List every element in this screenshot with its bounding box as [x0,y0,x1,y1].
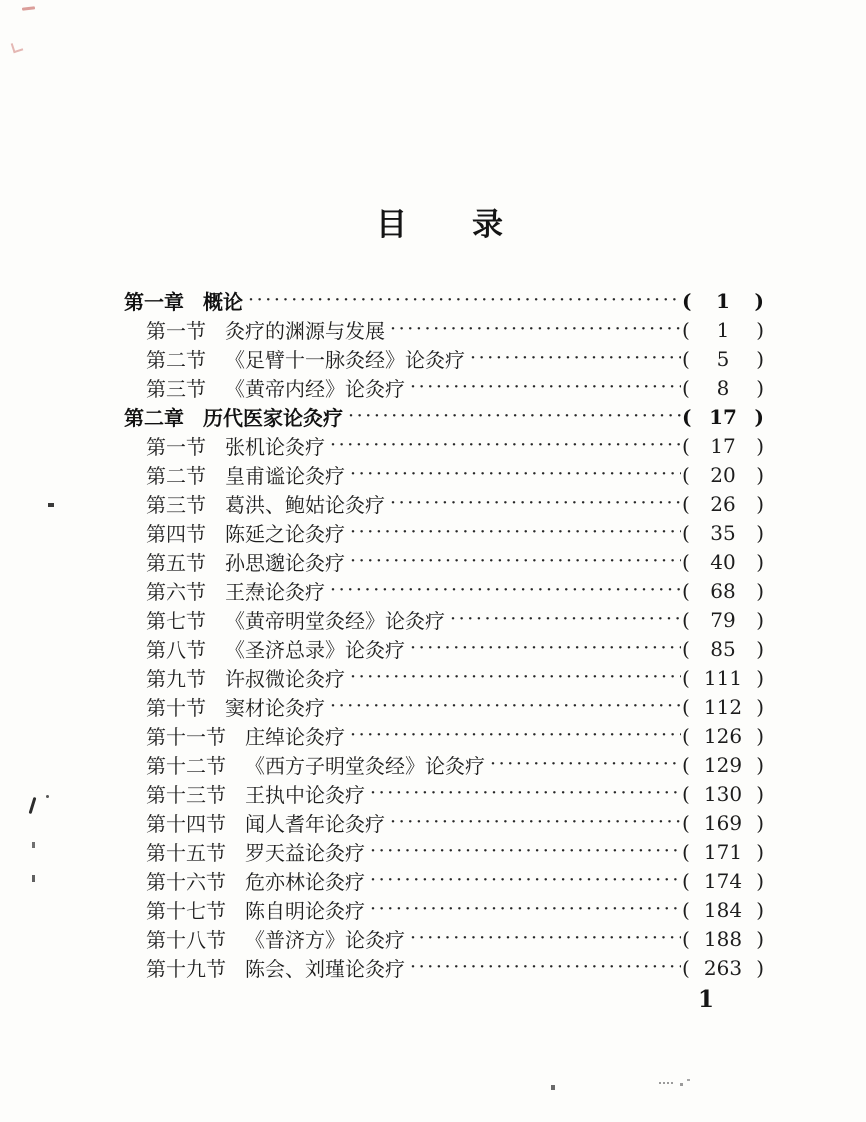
red-pen-mark [22,6,35,10]
toc-entry-page [682,521,764,545]
toc-entry [124,460,764,489]
toc-entry-title: 罗天益论灸疗 [245,841,365,865]
close-paren: ) [756,694,764,719]
close-paren: ) [756,926,764,951]
close-paren: ) [756,636,764,661]
dot-leader [350,721,681,750]
toc-entry-label: 第五节 [146,551,206,575]
toc-entry [124,286,764,315]
dot-leader [248,286,681,315]
close-paren: ) [756,520,764,545]
dot-leader [330,692,681,721]
dot-leader [410,924,681,953]
toc-entry-label: 第一章 [124,290,184,314]
toc-entry [124,605,764,634]
toc-entry-label: 第十六节 [146,870,226,894]
toc-entry-title: 许叔微论灸疗 [225,667,345,691]
dot-leader [370,837,681,866]
toc-entry-page [682,782,764,806]
toc-entry-page-number: 263 [703,955,743,980]
toc-entry [124,431,764,460]
toc-entry-title: 陈延之论灸疗 [225,522,345,546]
close-paren: ) [754,404,764,429]
toc-entry-page-number: 85 [710,636,736,661]
toc-entry-page [682,927,764,951]
toc-entry-page [682,376,764,400]
close-paren: ) [756,462,764,487]
ink-speck [48,503,54,507]
open-paren: ( [682,520,690,545]
open-paren: ( [682,317,690,342]
toc-entry-page [682,289,764,313]
toc-entry-page-number: 112 [703,694,743,719]
close-paren: ) [756,346,764,371]
close-paren: ) [756,578,764,603]
toc-entry-page-number: 17 [710,433,736,458]
close-paren: ) [756,752,764,777]
page-number: 1 [698,986,715,1013]
toc-entry [124,634,764,663]
toc-entry-label: 第二章 [124,406,184,430]
toc-entry-page [682,347,764,371]
toc-entry [124,721,764,750]
toc-entry-label: 第一节 [146,319,206,343]
open-paren: ( [682,868,690,893]
close-paren: ) [756,607,764,632]
ink-speck [32,842,35,848]
dot-leader [370,866,681,895]
toc-entry-page-number: 171 [703,839,743,864]
toc-entry-label: 第十五节 [146,841,226,865]
toc-entry-page-number: 5 [716,346,730,371]
toc-list [124,286,764,982]
toc-entry-page [682,463,764,487]
dot-leader [370,779,681,808]
toc-entry [124,373,764,402]
toc-entry-title: 《黄帝内经》论灸疗 [225,377,405,401]
toc-entry-page-number: 1 [716,317,730,342]
toc-entry [124,808,764,837]
close-paren: ) [756,781,764,806]
close-paren: ) [756,868,764,893]
close-paren: ) [756,955,764,980]
ink-speck [687,1079,690,1081]
toc-entry-label: 第十三节 [146,783,226,807]
dot-leader [390,315,681,344]
toc-entry-label: 第九节 [146,667,206,691]
toc-entry-title: 张机论灸疗 [225,435,325,459]
open-paren: ( [682,955,690,980]
open-paren: ( [682,781,690,806]
ink-speck [32,875,35,882]
toc-entry-title: 王焘论灸疗 [225,580,325,604]
toc-entry-page [682,666,764,690]
toc-entry [124,866,764,895]
open-paren: ( [682,665,690,690]
toc-entry-page-number: 1 [716,288,730,313]
red-pen-mark [11,41,24,54]
close-paren: ) [756,839,764,864]
dot-leader [490,750,681,779]
dot-leader [330,576,681,605]
toc-entry-page-number: 17 [709,404,737,429]
dot-leader [370,895,681,924]
toc-entry-page [682,695,764,719]
open-paren: ( [682,491,690,516]
toc-entry-title: 陈会、刘瑾论灸疗 [245,957,405,981]
toc-entry-page-number: 111 [703,665,743,690]
toc-entry-label: 第二节 [146,348,206,372]
close-paren: ) [756,375,764,400]
toc-entry-title: 历代医家论灸疗 [203,406,343,430]
close-paren: ) [754,288,764,313]
toc-entry-label: 第二节 [146,464,206,488]
open-paren: ( [682,288,692,313]
toc-entry-label: 第四节 [146,522,206,546]
dot-leader [410,953,681,982]
toc-entry-label: 第八节 [146,638,206,662]
toc-entry-title: 《圣济总录》论灸疗 [225,638,405,662]
open-paren: ( [682,694,690,719]
toc-entry-page [682,608,764,632]
toc-entry-page [682,898,764,922]
toc-entry-label: 第十二节 [146,754,226,778]
open-paren: ( [682,752,690,777]
toc-entry-title: 《普济方》论灸疗 [245,928,405,952]
ink-speck [659,1082,673,1084]
toc-entry-page [682,318,764,342]
toc-entry-page-number: 35 [710,520,736,545]
toc-entry-page [682,405,764,429]
toc-entry-label: 第十九节 [146,957,226,981]
close-paren: ) [756,897,764,922]
toc-entry [124,924,764,953]
toc-entry-page-number: 184 [703,897,743,922]
dot-leader [348,402,681,431]
toc-entry-page [682,492,764,516]
toc-entry-title: 《足臂十一脉灸经》论灸疗 [225,348,465,372]
toc-entry-title: 庄绰论灸疗 [245,725,345,749]
toc-entry-page-number: 130 [703,781,743,806]
ink-speck [551,1085,555,1090]
toc-entry [124,518,764,547]
open-paren: ( [682,897,690,922]
toc-entry-title: 《西方子明堂灸经》论灸疗 [245,754,485,778]
open-paren: ( [682,433,690,458]
toc-entry [124,692,764,721]
toc-entry-page-number: 126 [703,723,743,748]
toc-entry-page [682,724,764,748]
dot-leader [450,605,681,634]
dot-leader [330,431,681,460]
toc-entry-title: 危亦林论灸疗 [245,870,365,894]
toc-entry-label: 第三节 [146,493,206,517]
toc-entry-page-number: 188 [703,926,743,951]
toc-entry-page-number: 68 [710,578,736,603]
toc-entry-label: 第十八节 [146,928,226,952]
open-paren: ( [682,607,690,632]
toc-entry-page [682,434,764,458]
dot-leader [390,808,681,837]
close-paren: ) [756,665,764,690]
toc-entry [124,895,764,924]
open-paren: ( [682,549,690,574]
toc-entry [124,663,764,692]
toc-entry-title: 陈自明论灸疗 [245,899,365,923]
toc-entry-label: 第一节 [146,435,206,459]
toc-entry [124,750,764,779]
dot-leader [410,373,681,402]
toc-entry-title: 闻人耆年论灸疗 [245,812,385,836]
toc-entry-label: 第三节 [146,377,206,401]
toc-entry-page-number: 169 [703,810,743,835]
dot-leader [390,489,681,518]
toc-entry [124,402,764,431]
open-paren: ( [682,723,690,748]
toc-entry [124,837,764,866]
toc-entry-page [682,869,764,893]
open-paren: ( [682,462,690,487]
toc-entry-page [682,579,764,603]
stray-ink-stroke [29,797,37,814]
close-paren: ) [756,433,764,458]
toc-entry-label: 第六节 [146,580,206,604]
open-paren: ( [682,404,692,429]
toc-entry-title: 孙思邈论灸疗 [225,551,345,575]
toc-entry-page-number: 129 [703,752,743,777]
toc-entry [124,315,764,344]
dot-leader [470,344,681,373]
toc-entry-title: 灸疗的渊源与发展 [225,319,385,343]
toc-entry-title: 窦材论灸疗 [225,696,325,720]
toc-entry-page-number: 8 [716,375,730,400]
toc-entry-label: 第十一节 [146,725,226,749]
toc-entry-page-number: 40 [710,549,736,574]
ink-speck [46,795,49,798]
open-paren: ( [682,636,690,661]
toc-entry-label: 第十七节 [146,899,226,923]
toc-entry-page-number: 20 [710,462,736,487]
toc-entry-page [682,550,764,574]
toc-entry-page-number: 79 [710,607,736,632]
toc-entry [124,344,764,373]
toc-entry-label: 第十节 [146,696,206,720]
toc-entry [124,779,764,808]
toc-entry-page [682,956,764,980]
ink-speck [680,1083,683,1086]
toc-entry-page [682,753,764,777]
toc-entry [124,547,764,576]
toc-entry-title: 概论 [203,290,243,314]
toc-entry-label: 第七节 [146,609,206,633]
open-paren: ( [682,578,690,603]
open-paren: ( [682,810,690,835]
toc-entry-page [682,811,764,835]
toc-entry-page [682,840,764,864]
dot-leader [350,663,681,692]
close-paren: ) [756,723,764,748]
dot-leader [350,547,681,576]
close-paren: ) [756,810,764,835]
open-paren: ( [682,839,690,864]
toc-entry-page-number: 174 [703,868,743,893]
toc-entry-title: 葛洪、鲍姑论灸疗 [225,493,385,517]
toc-entry [124,489,764,518]
dot-leader [350,460,681,489]
toc-entry [124,953,764,982]
toc-entry-title: 王执中论灸疗 [245,783,365,807]
dot-leader [350,518,681,547]
close-paren: ) [756,317,764,342]
close-paren: ) [756,491,764,516]
dot-leader [410,634,681,663]
page-title: 目 录 [376,207,504,243]
toc-entry-title: 皇甫谧论灸疗 [225,464,345,488]
toc-entry-title: 《黄帝明堂灸经》论灸疗 [225,609,445,633]
open-paren: ( [682,346,690,371]
open-paren: ( [682,375,690,400]
toc-entry-label: 第十四节 [146,812,226,836]
toc-entry-page [682,637,764,661]
toc-entry [124,576,764,605]
toc-entry-page-number: 26 [710,491,736,516]
open-paren: ( [682,926,690,951]
close-paren: ) [756,549,764,574]
